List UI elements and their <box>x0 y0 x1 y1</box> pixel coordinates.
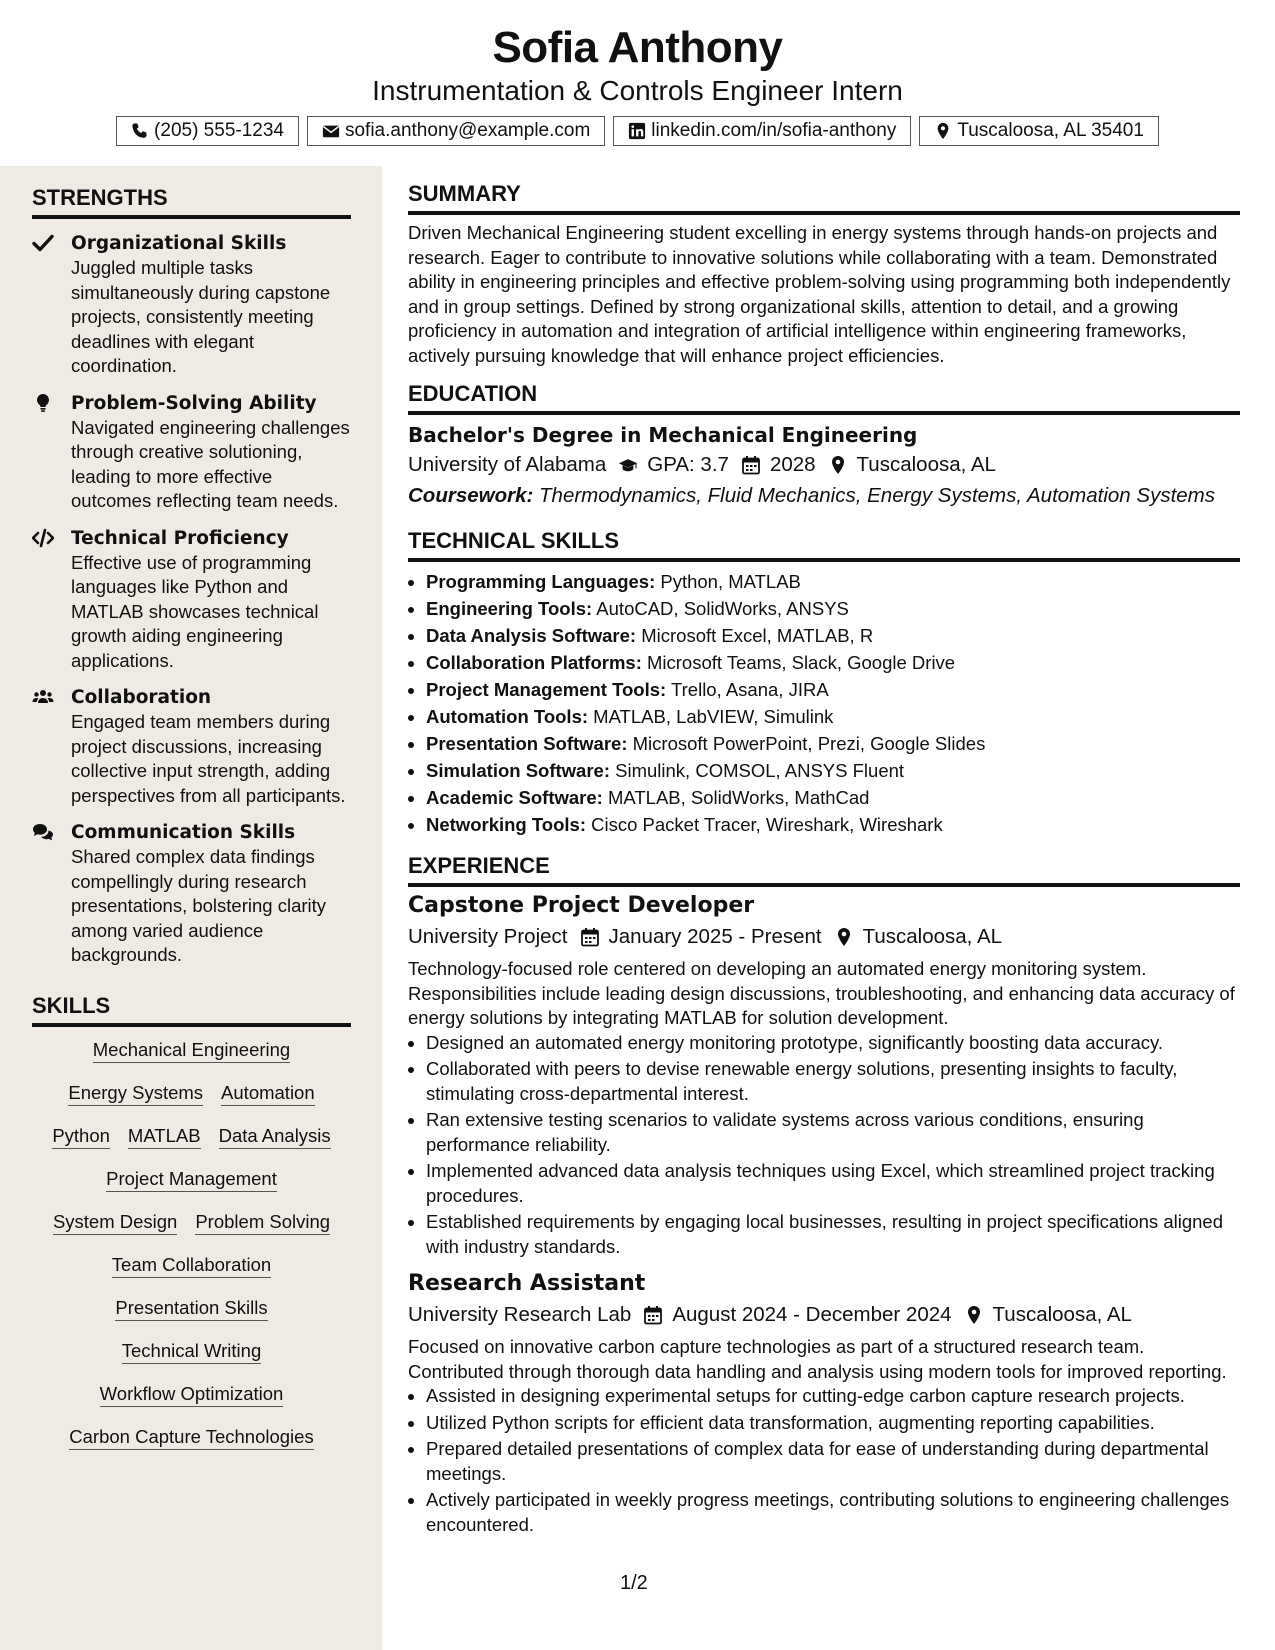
list-item: • Prepared detailed presentations of complex data for ease of understanding during departmental meetings. <box>426 1437 1240 1486</box>
skill-values: AutoCAD, SolidWorks, ANSYS <box>596 598 849 619</box>
skill-tag: Mechanical Engineering <box>93 1039 290 1063</box>
skill-tag: Automation <box>221 1082 315 1106</box>
calendar-icon <box>741 455 761 475</box>
skill-tag: Workflow Optimization <box>100 1383 284 1407</box>
skill-category: Project Management Tools: <box>426 679 667 700</box>
job-title: Capstone Project Developer <box>408 893 755 918</box>
contact-linkedin-text: linkedin.com/in/sofia-anthony <box>651 120 897 141</box>
users-icon <box>32 687 54 707</box>
skill-category: Data Analysis Software: <box>426 625 637 646</box>
main-column <box>408 180 1240 1539</box>
map-pin-icon <box>934 122 952 140</box>
strength-description: Juggled multiple tasks simultaneously during capstone projects, consistently meeting deadlines with elegant coordination. <box>71 257 331 376</box>
lightbulb-icon <box>32 393 54 413</box>
contact-bar <box>0 116 1275 146</box>
phone-icon <box>131 122 149 140</box>
job-description: Technology-focused role centered on developing an automated energy monitoring system. Responsibilities include leading design discussions, troubleshooting, and enhancing data accuracy of energy solutions by integrating MATLAB for solution development. <box>408 958 1235 1028</box>
skill-values: Microsoft PowerPoint, Prezi, Google Slides <box>632 733 986 754</box>
strength-item <box>32 820 351 968</box>
job-organization: University Research Lab <box>408 1303 632 1326</box>
job-meta <box>408 921 1240 953</box>
strengths-heading: STRENGTHS <box>32 184 351 219</box>
job-location: Tuscaloosa, AL <box>992 1303 1132 1326</box>
skill-values: MATLAB, SolidWorks, MathCad <box>607 787 870 808</box>
skill-tag: Team Collaboration <box>112 1254 271 1278</box>
job-title: Research Assistant <box>408 1271 646 1296</box>
map-pin-icon <box>834 927 854 947</box>
list-item <box>426 595 1240 622</box>
strength-name: Communication Skills <box>71 822 296 843</box>
list-item <box>426 784 1240 811</box>
skill-values: Simulink, COMSOL, ANSYS Fluent <box>615 760 905 781</box>
calendar-icon <box>643 1305 663 1325</box>
job-dates: January 2025 - Present <box>608 925 822 948</box>
list-item: • Designed an automated energy monitoring prototype, significantly boosting data accuracy. <box>426 1031 1240 1056</box>
strength-description: Engaged team members during project discussions, increasing collective input strength, adding perspectives from all participants. <box>71 711 346 806</box>
strength-description: Effective use of programming languages like Python and MATLAB showcases technical growth aiding engineering applications. <box>71 551 319 671</box>
list-item <box>426 568 1240 595</box>
skill-tag: Project Management <box>106 1168 277 1192</box>
list-item: • Assisted in designing experimental setups for cutting-edge carbon capture research projects. <box>426 1384 1240 1409</box>
skill-category: Engineering Tools: <box>426 598 593 619</box>
strength-item <box>32 685 351 808</box>
contact-email-text: sofia.anthony@example.com <box>344 120 591 141</box>
strength-name: Organizational Skills <box>71 233 287 254</box>
map-pin-icon <box>964 1305 984 1325</box>
strength-item <box>32 391 351 514</box>
education-heading: EDUCATION <box>408 380 1240 415</box>
job-dates: August 2024 - December 2024 <box>672 1303 952 1326</box>
skill-values: MATLAB, LabVIEW, Simulink <box>593 706 834 727</box>
skill-values: Python, MATLAB <box>660 571 801 592</box>
comments-icon <box>32 822 54 842</box>
contact-linkedin[interactable] <box>613 116 911 146</box>
education-meta <box>408 449 1240 481</box>
list-item <box>426 757 1240 784</box>
skill-values: Trello, Asana, JIRA <box>671 679 829 700</box>
degree-title: Bachelor's Degree in Mechanical Engineering <box>408 423 918 447</box>
map-pin-icon <box>828 455 848 475</box>
list-item: • Actively participated in weekly progress meetings, contributing solutions to engineering challenges encountered. <box>426 1488 1240 1537</box>
skill-tag: Energy Systems <box>68 1082 203 1106</box>
skill-tag: Technical Writing <box>122 1340 262 1364</box>
linkedin-icon <box>628 122 646 140</box>
graduation-year: 2028 <box>769 453 816 476</box>
candidate-title: Instrumentation & Controls Engineer Intern <box>372 75 903 106</box>
list-item <box>426 730 1240 757</box>
job-bullets <box>408 1384 1240 1537</box>
skill-category: Presentation Software: <box>426 733 628 754</box>
contact-location-text: Tuscaloosa, AL 35401 <box>957 120 1144 141</box>
skills-list <box>32 1039 351 1450</box>
list-item: • Implemented advanced data analysis techniques using Excel, which streamlined project tracking procedures. <box>426 1159 1240 1208</box>
summary-text: Driven Mechanical Engineering student excelling in energy systems through hands-on projects and research. Eager to contribute to innovative solutions while collaborating with a team. Demonstrated ability in engineering principles and effective problem-solving using programming both independently and in group settings. Defined by strong organizational skills, attention to detail, and a growing proficiency in automation and integration of artificial intelligence within engineering frameworks, actively pursuing knowledge that will enhance project efficiencies. <box>408 222 1231 366</box>
skill-tag: Data Analysis <box>219 1125 331 1149</box>
calendar-icon <box>580 927 600 947</box>
coursework-label: Coursework: <box>408 484 534 507</box>
list-item <box>426 703 1240 730</box>
skill-tag: System Design <box>53 1211 177 1235</box>
job-organization: University Project <box>408 925 568 948</box>
skill-tag: Python <box>52 1125 110 1149</box>
education-location: Tuscaloosa, AL <box>856 453 996 476</box>
summary-heading: SUMMARY <box>408 180 1240 215</box>
list-item: • Collaborated with peers to devise renewable energy solutions, presenting insights to faculty, stimulating cross-departmental interest. <box>426 1057 1240 1106</box>
list-item: • Utilized Python scripts for efficient data transformation, augmenting reporting capabilities. <box>426 1411 1240 1436</box>
list-item <box>426 622 1240 649</box>
skill-category: Automation Tools: <box>426 706 589 727</box>
list-item <box>426 649 1240 676</box>
coursework-line <box>408 481 1240 511</box>
skill-values: Microsoft Excel, MATLAB, R <box>641 625 874 646</box>
contact-phone[interactable] <box>116 116 299 146</box>
list-item: • Established requirements by engaging local businesses, resulting in project specifications aligned with industry standards. <box>426 1210 1240 1259</box>
list-item <box>426 811 1240 838</box>
strength-name: Collaboration <box>71 687 212 708</box>
contact-phone-text: (205) 555-1234 <box>154 120 284 141</box>
job-description: Focused on innovative carbon capture technologies as part of a structured research team. Contributed through thorough data handling and analysis using modern tools for improved reporting. <box>408 1336 1227 1382</box>
strength-description: Shared complex data findings compellingly during research presentations, bolstering clarity among varied audience backgrounds. <box>71 846 327 965</box>
technical-skills-heading: TECHNICAL SKILLS <box>408 527 1240 562</box>
contact-email[interactable] <box>307 116 605 146</box>
skill-tag: Presentation Skills <box>115 1297 267 1321</box>
skill-category: Academic Software: <box>426 787 603 808</box>
strength-name: Problem-Solving Ability <box>71 392 317 414</box>
candidate-name: Sofia Anthony <box>492 23 783 72</box>
gpa-value: GPA: 3.7 <box>647 453 729 476</box>
strength-item <box>32 526 351 674</box>
skill-category: Simulation Software: <box>426 760 610 781</box>
skill-category: Programming Languages: <box>426 571 656 592</box>
job-location: Tuscaloosa, AL <box>862 925 1003 948</box>
skill-values: Microsoft Teams, Slack, Google Drive <box>647 652 956 673</box>
skills-heading: SKILLS <box>32 992 351 1027</box>
technical-skills-list <box>408 568 1240 838</box>
contact-location[interactable] <box>919 116 1159 146</box>
page-number: 1/2 <box>620 1572 648 1594</box>
skill-tag: MATLAB <box>128 1125 201 1149</box>
job-meta <box>408 1299 1240 1331</box>
coursework-list: Thermodynamics, Fluid Mechanics, Energy Systems, Automation Systems <box>539 484 1215 507</box>
sidebar <box>0 166 382 1650</box>
school-name: University of Alabama <box>408 453 607 476</box>
check-icon <box>32 233 54 253</box>
skill-tag: Problem Solving <box>195 1211 330 1235</box>
strength-description: Navigated engineering challenges through creative solutioning, leading to more effective outcomes reflecting team needs. <box>71 416 350 511</box>
code-icon <box>32 528 54 548</box>
strength-name: Technical Proficiency <box>71 527 289 549</box>
strength-item <box>32 231 351 379</box>
skill-category: Collaboration Platforms: <box>426 652 642 673</box>
skill-category: Networking Tools: <box>426 814 586 835</box>
resume-header <box>0 0 1275 146</box>
skill-values: Cisco Packet Tracer, Wireshark, Wireshark <box>591 814 943 835</box>
experience-heading: EXPERIENCE <box>408 852 1240 887</box>
job-bullets <box>408 1031 1240 1260</box>
skill-tag: Carbon Capture Technologies <box>69 1426 313 1450</box>
list-item <box>426 676 1240 703</box>
graduation-cap-icon <box>618 455 638 475</box>
envelope-icon <box>322 122 340 140</box>
list-item: • Ran extensive testing scenarios to validate systems across various conditions, ensuring performance reliability. <box>426 1108 1240 1157</box>
